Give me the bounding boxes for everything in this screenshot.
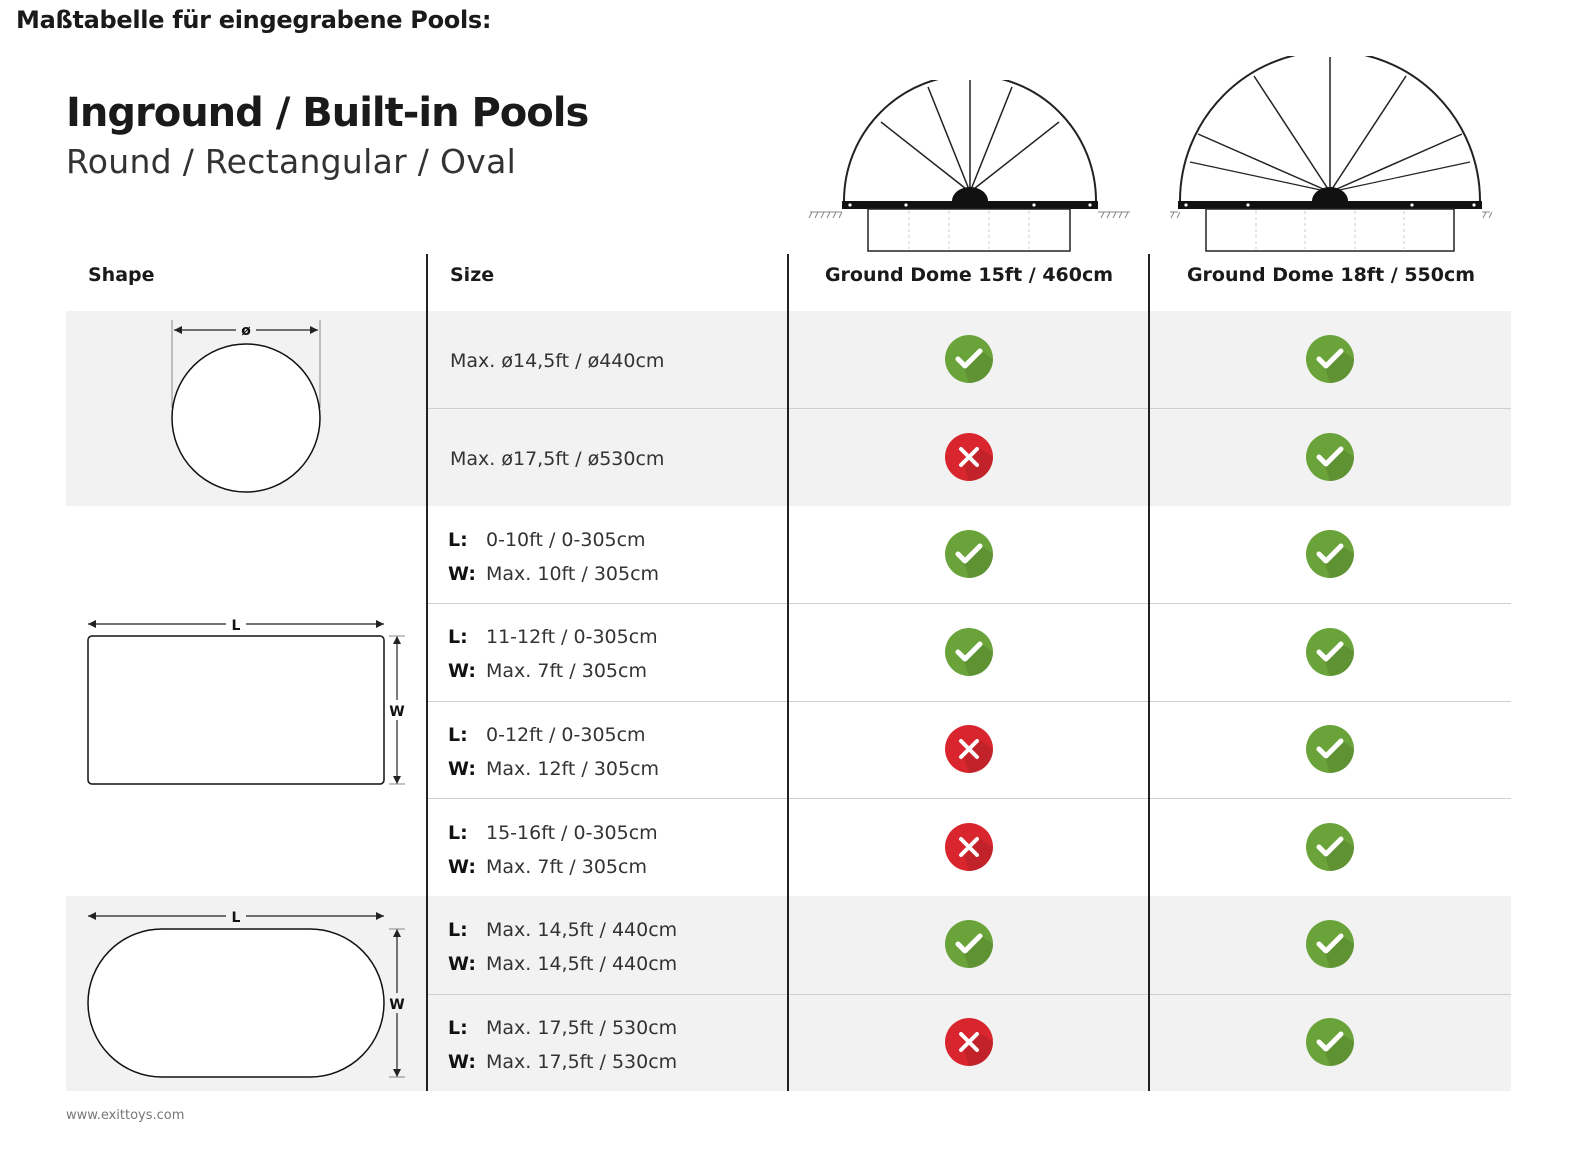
check-icon [1305, 724, 1355, 774]
length-key: L: [448, 1017, 468, 1039]
row-divider [428, 408, 1511, 409]
size-cell: Max. ø14,5ft / ø440cm [450, 350, 665, 372]
oval-pool-shape-icon [84, 904, 414, 1084]
length-value: 0-12ft / 0-305cm [486, 724, 646, 746]
width-value: Max. 7ft / 305cm [486, 660, 647, 682]
length-label: L [231, 618, 241, 634]
length-value: 0-10ft / 0-305cm [486, 529, 646, 551]
width-key: W: [448, 660, 476, 682]
check-icon [944, 919, 994, 969]
ground-dome-15ft-illustration [808, 80, 1132, 256]
column-header-shape: Shape [88, 264, 155, 286]
round-pool-shape-icon [160, 318, 334, 498]
check-icon [1305, 432, 1355, 482]
row-divider [428, 798, 1511, 799]
length-value: Max. 14,5ft / 440cm [486, 919, 678, 941]
width-label: W [389, 704, 405, 720]
check-icon [1305, 1017, 1355, 1067]
width-key: W: [448, 856, 476, 878]
page-heading: Maßtabelle für eingegrabene Pools: [16, 6, 492, 34]
diameter-label: ø [241, 323, 251, 339]
width-value: Max. 7ft / 305cm [486, 856, 647, 878]
length-key: L: [448, 919, 468, 941]
length-key: L: [448, 529, 468, 551]
length-value: 11-12ft / 0-305cm [486, 626, 658, 648]
width-value: Max. 12ft / 305cm [486, 758, 660, 780]
length-value: 15-16ft / 0-305cm [486, 822, 658, 844]
row-divider [428, 701, 1511, 702]
check-icon [944, 627, 994, 677]
width-key: W: [448, 953, 476, 975]
length-key: L: [448, 724, 468, 746]
length-key: L: [448, 822, 468, 844]
check-icon [1305, 919, 1355, 969]
column-header-size: Size [450, 264, 495, 286]
length-value: Max. 17,5ft / 530cm [486, 1017, 678, 1039]
column-divider [1148, 254, 1150, 1091]
rectangular-pool-shape-icon [84, 612, 414, 792]
check-icon [1305, 627, 1355, 677]
cross-icon [944, 1017, 994, 1067]
main-title: Inground / Built-in Pools [66, 90, 589, 136]
size-cell [448, 523, 659, 591]
width-value: Max. 10ft / 305cm [486, 563, 660, 585]
size-cell [448, 718, 659, 786]
cross-icon [944, 822, 994, 872]
size-cell [448, 620, 658, 688]
row-divider [428, 603, 1511, 604]
main-subtitle: Round / Rectangular / Oval [66, 142, 517, 181]
column-divider [426, 254, 428, 1091]
footer-url: www.exittoys.com [66, 1108, 185, 1123]
width-label: W [389, 997, 405, 1013]
ground-dome-18ft-illustration [1168, 56, 1492, 256]
column-divider [787, 254, 789, 1091]
size-cell [448, 913, 677, 981]
column-header-ground-dome-18ft: Ground Dome 18ft / 550cm [1186, 264, 1476, 286]
size-cell [448, 1011, 677, 1079]
size-cell [448, 816, 658, 884]
check-icon [1305, 334, 1355, 384]
size-cell: Max. ø17,5ft / ø530cm [450, 448, 665, 470]
column-header-ground-dome-15ft: Ground Dome 15ft / 460cm [824, 264, 1114, 286]
width-key: W: [448, 563, 476, 585]
check-icon [944, 334, 994, 384]
width-key: W: [448, 1051, 476, 1073]
cross-icon [944, 724, 994, 774]
length-label: L [231, 910, 241, 926]
length-key: L: [448, 626, 468, 648]
cross-icon [944, 432, 994, 482]
check-icon [944, 529, 994, 579]
width-value: Max. 14,5ft / 440cm [486, 953, 678, 975]
width-key: W: [448, 758, 476, 780]
width-value: Max. 17,5ft / 530cm [486, 1051, 678, 1073]
check-icon [1305, 529, 1355, 579]
row-divider [428, 994, 1511, 995]
check-icon [1305, 822, 1355, 872]
